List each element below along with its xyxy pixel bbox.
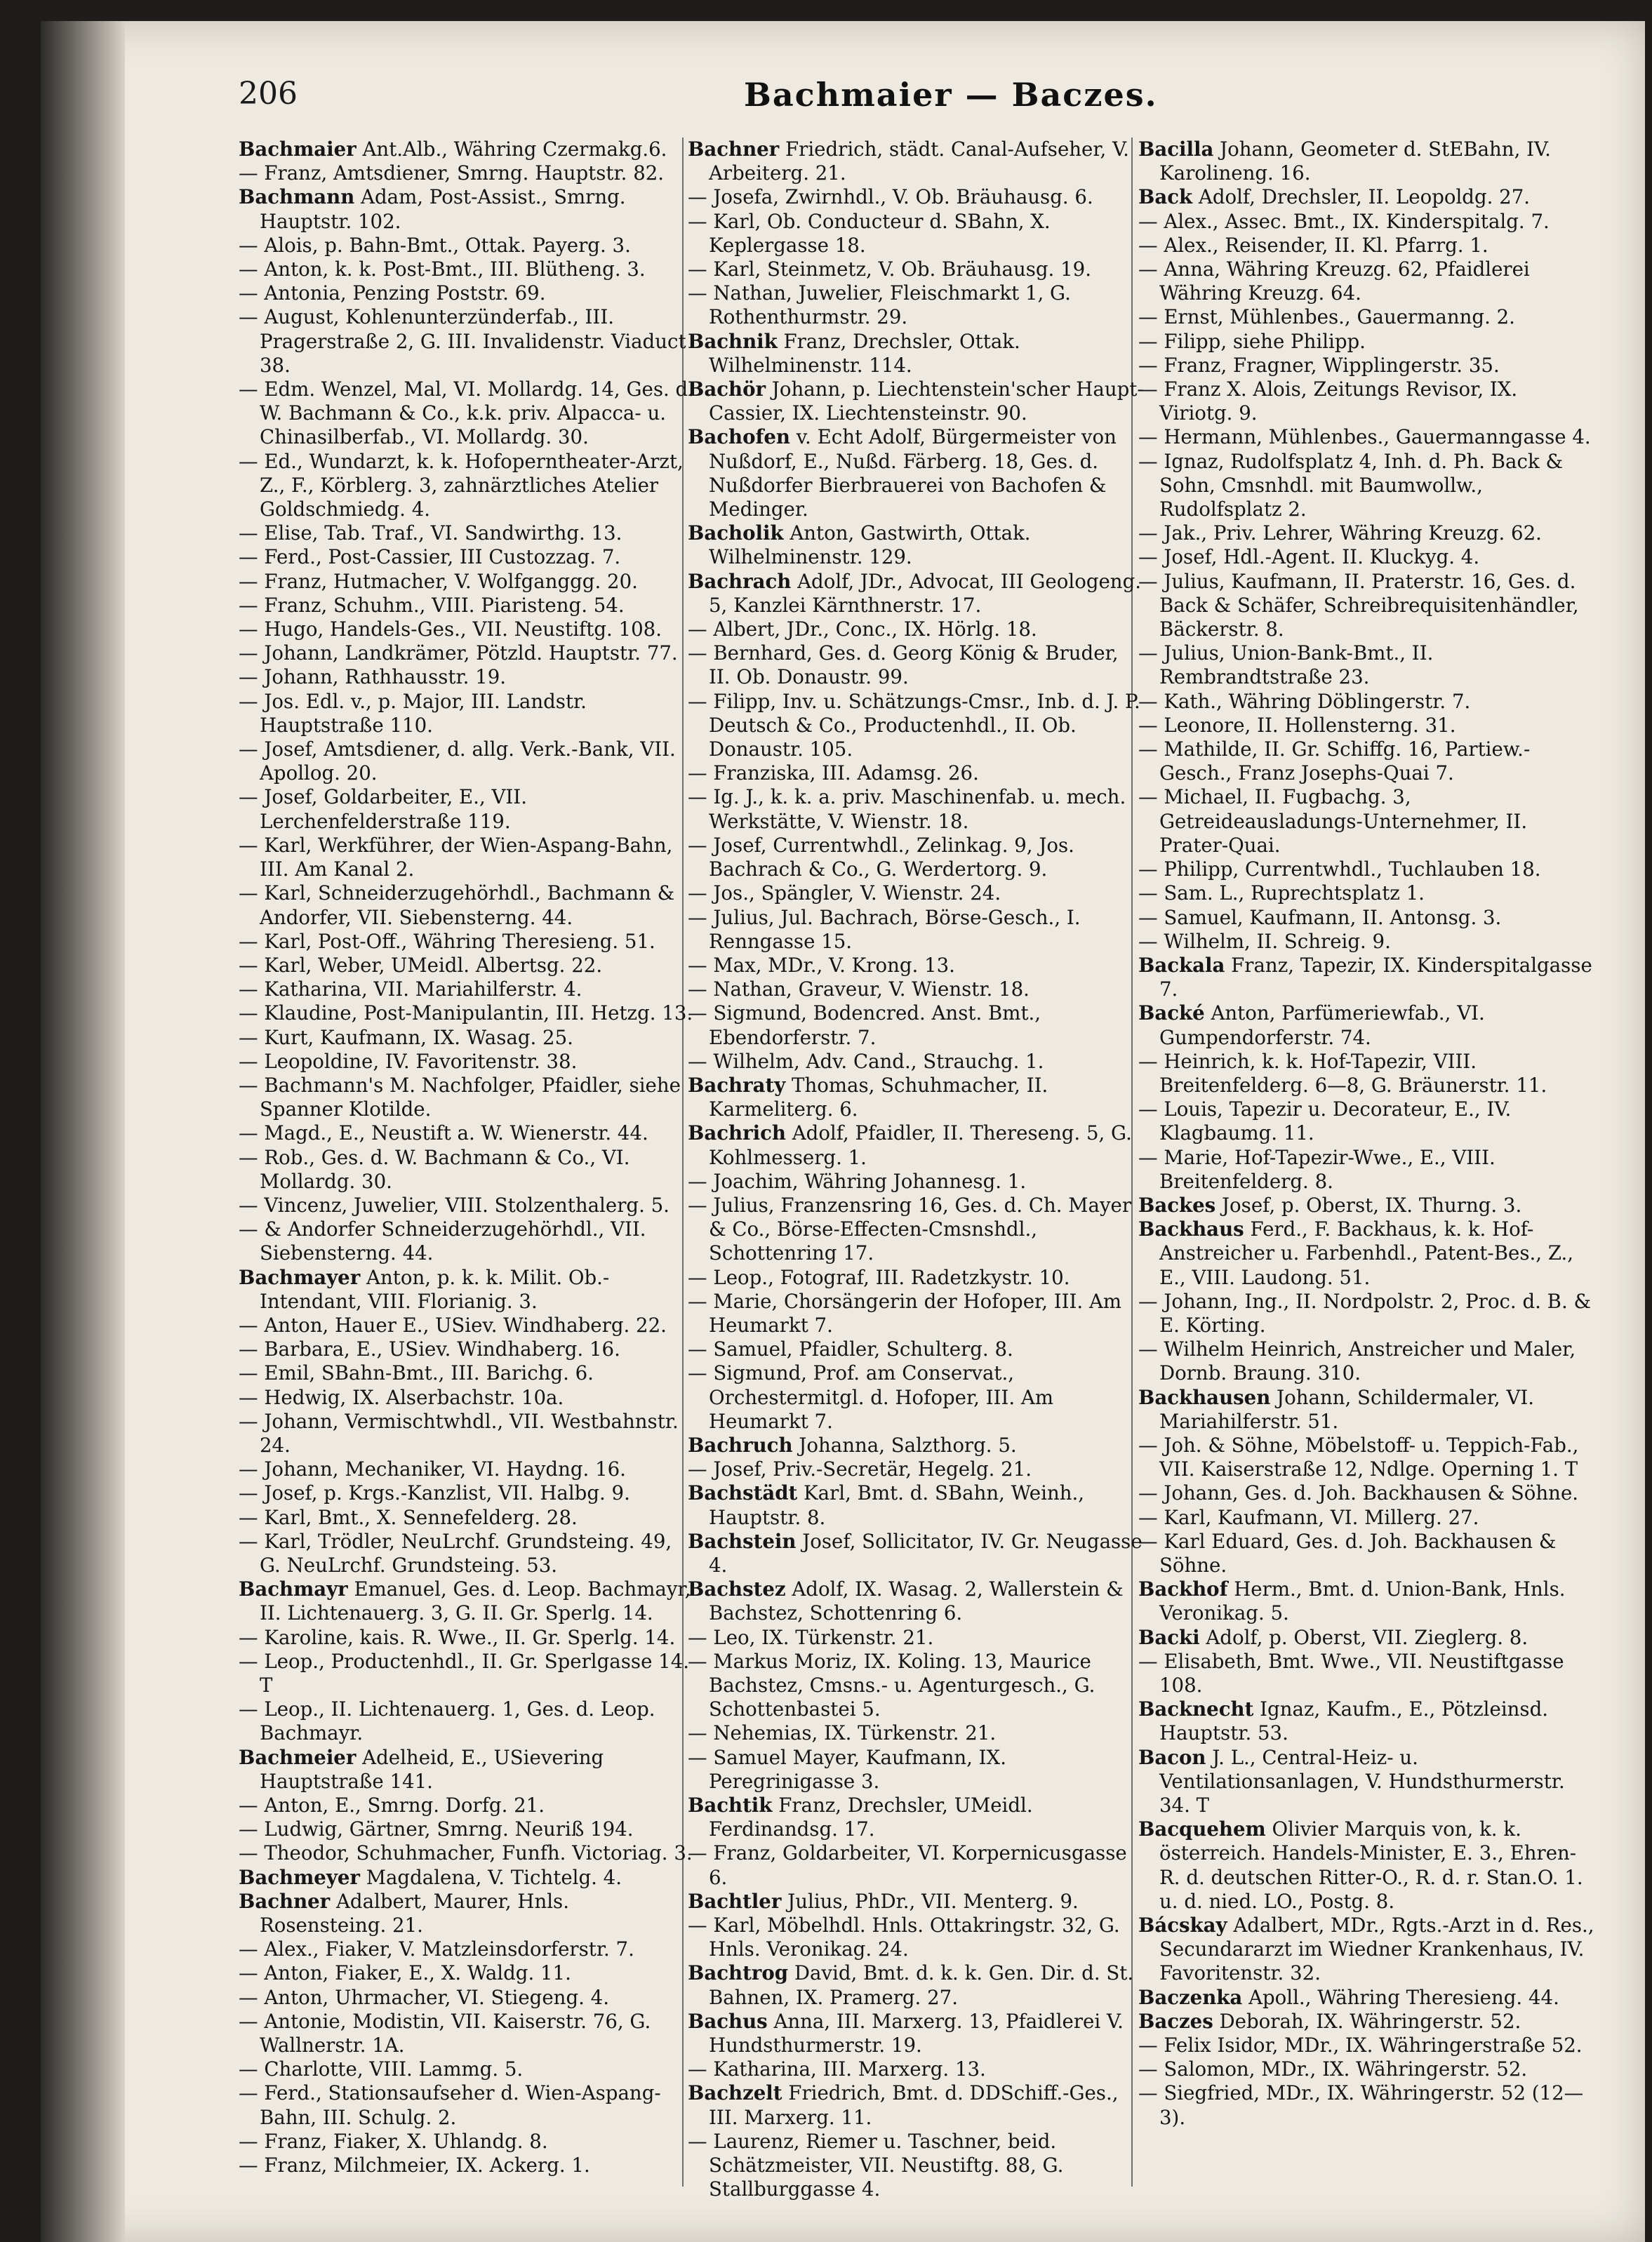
directory-entry: — Klaudine, Post-Manipulantin, III. Hetzg. 13. (239, 1001, 693, 1025)
directory-entry: — Josefa, Zwirnhdl., V. Ob. Bräuhausg. 6. (688, 185, 1093, 209)
directory-entry: Backala Franz, Tapezir, IX. Kinderspitalgasse 7. (1138, 953, 1592, 1001)
directory-entry: — Vincenz, Juwelier, VIII. Stolzenthalerg. 5. (239, 1193, 670, 1217)
directory-entry: — Philipp, Currentwhdl., Tuchlauben 18. (1138, 858, 1541, 881)
directory-entry: — Karl, Weber, UMeidl. Albertsg. 22. (239, 953, 603, 977)
directory-entry: — Laurenz, Riemer u. Taschner, beid. Schätzmeister, VII. Neustiftg. 88, G. Stallburggasse 4. (688, 2129, 1064, 2201)
directory-entry: — Leop., Fotograf, III. Radetzkystr. 10. (688, 1265, 1070, 1289)
directory-entry: — Anna, Währing Kreuzg. 62, Pfaidlerei Währing Kreuzg. 64. (1138, 258, 1530, 305)
directory-entry: — Karl, Werkführer, der Wien-Aspang-Bahn, III. Am Kanal 2. (239, 833, 673, 881)
directory-entry: Backhausen Johann, Schildermaler, VI. Mariahilferstr. 51. (1138, 1385, 1535, 1433)
directory-entry: — Katharina, VII. Mariahilferstr. 4. (239, 977, 582, 1001)
directory-entry: — Leopoldine, IV. Favoritenstr. 38. (239, 1049, 578, 1073)
directory-entry: — Katharina, III. Marxerg. 13. (688, 2057, 986, 2081)
directory-entry: — Felix Isidor, MDr., IX. Währingerstraße 52. (1138, 2034, 1583, 2057)
directory-entry: Baczes Deborah, IX. Währingerstr. 52. (1138, 2009, 1521, 2033)
directory-entry: — Sigmund, Bodencred. Anst. Bmt., Ebendorferstr. 7. (688, 1001, 1041, 1049)
directory-entry: Bachzelt Friedrich, Bmt. d. DDSchiff.-Ges., III. Marxerg. 11. (688, 2081, 1119, 2129)
directory-entry: — Ferd., Post-Cassier, III Custozzag. 7. (239, 545, 621, 569)
directory-entry: — Josef, Goldarbeiter, E., VII. Lerchenfelderstraße 119. (239, 785, 527, 833)
directory-entry: — Franz, Fragner, Wipplingerstr. 35. (1138, 353, 1500, 377)
directory-entry: Bácskay Adalbert, MDr., Rgts.-Arzt in d. Res., Secundararzt im Wiedner Krankenhaus, IV. Favoritenstr. 32. (1138, 1914, 1594, 1985)
directory-entry: — Barbara, E., USiev. Windhaberg. 16. (239, 1337, 620, 1361)
directory-entry: — Bernhard, Ges. d. Georg König & Bruder, II. Ob. Donaustr. 99. (688, 641, 1119, 689)
directory-entry: — Johann, Rathhausstr. 19. (239, 665, 507, 689)
directory-column-1 (239, 138, 696, 2215)
directory-entry: — Elisabeth, Bmt. Wwe., VII. Neustiftgasse 108. (1138, 1649, 1564, 1697)
directory-entry: Bachstädt Karl, Bmt. d. SBahn, Weinh., Hauptstr. 8. (688, 1481, 1085, 1529)
directory-entry: — Ferd., Stationsaufseher d. Wien-Aspang-Bahn, III. Schulg. 2. (239, 2081, 661, 2129)
directory-entry: Bachmann Adam, Post-Assist., Smrng. Hauptstr. 102. (239, 185, 626, 233)
directory-entry: — Ernst, Mühlenbes., Gauermanng. 2. (1138, 305, 1515, 329)
directory-entry: Bachmayr Emanuel, Ges. d. Leop. Bachmayr, II. Lichtenauerg. 3, G. II. Gr. Sperlg. 14. (239, 1577, 691, 1625)
directory-entry: — Karl, Ob. Conducteur d. SBahn, X. Keplergasse 18. (688, 209, 1051, 257)
directory-entry: — Wilhelm, Adv. Cand., Strauchg. 1. (688, 1049, 1044, 1073)
directory-entry: Bachus Anna, III. Marxerg. 13, Pfaidlerei V. Hundsthurmerstr. 19. (688, 2009, 1124, 2057)
directory-entry: Bacilla Johann, Geometer d. StEBahn, IV. Karolineng. 16. (1138, 138, 1551, 185)
directory-entry: — Anton, Hauer E., USiev. Windhaberg. 22. (239, 1313, 667, 1337)
directory-entry: — Franz, Fiaker, X. Uhlandg. 8. (239, 2129, 548, 2153)
directory-entry: Bachstez Adolf, IX. Wasag. 2, Wallerstein & Bachstez, Schottenring 6. (688, 1577, 1124, 1625)
directory-entry: — Johann, Mechaniker, VI. Haydng. 16. (239, 1457, 626, 1481)
directory-entry: — Siegfried, MDr., IX. Währingerstr. 52 (12—3). (1138, 2081, 1584, 2129)
directory-entry: Backes Josef, p. Oberst, IX. Thurng. 3. (1138, 1193, 1522, 1217)
directory-entry: — Rob., Ges. d. W. Bachmann & Co., VI. Mollardg. 30. (239, 1145, 630, 1193)
directory-entry: — Hermann, Mühlenbes., Gauermanngasse 4. (1138, 425, 1591, 449)
directory-entry: — Karl, Post-Off., Währing Theresieng. 51. (239, 929, 655, 953)
directory-entry: Bachner Adalbert, Maurer, Hnls. Rosensteing. 21. (239, 1889, 569, 1937)
directory-entry: — Franz, Hutmacher, V. Wolfganggg. 20. (239, 569, 638, 593)
directory-entry: — Wilhelm Heinrich, Anstreicher und Maler, Dornb. Braung. 310. (1138, 1337, 1576, 1385)
directory-entry: — August, Kohlenunterzünderfab., III. Pragerstraße 2, G. III. Invalidenstr. Viaduct 38. (239, 305, 686, 377)
directory-entry: — Leo, IX. Türkenstr. 21. (688, 1625, 934, 1649)
directory-entry: — Hugo, Handels-Ges., VII. Neustiftg. 108. (239, 618, 662, 641)
running-head: Bachmaier — Baczes. (744, 76, 1158, 114)
directory-entry: Bacquehem Olivier Marquis von, k. k. österreich. Handels-Minister, E. 3., Ehren-R. d. deutschen Ritter-O., R. d. r. Stan.O. 1. u. d. nied. LO., Postg. 8. (1138, 1817, 1583, 1913)
directory-entry: — Franziska, III. Adamsg. 26. (688, 761, 979, 785)
directory-entry: — Albert, JDr., Conc., IX. Hörlg. 18. (688, 618, 1037, 641)
directory-entry: Bachtler Julius, PhDr., VII. Menterg. 9. (688, 1889, 1079, 1913)
directory-entry: — Anton, E., Smrng. Dorfg. 21. (239, 1794, 545, 1817)
directory-entry: — Markus Moriz, IX. Koling. 13, Maurice Bachstez, Cmsns.- u. Agenturgesch., G. Schottenbastei 5. (688, 1649, 1095, 1721)
directory-entry: — Mathilde, II. Gr. Schiffg. 16, Partiew.-Gesch., Franz Josephs-Quai 7. (1138, 738, 1531, 785)
directory-entry: — Johann, Vermischtwhdl., VII. Westbahnstr. 24. (239, 1409, 679, 1457)
directory-entry: — Filipp, siehe Philipp. (1138, 329, 1366, 353)
directory-entry: — Franz, Milchmeier, IX. Ackerg. 1. (239, 2154, 590, 2177)
directory-entry: — Julius, Union-Bank-Bmt., II. Rembrandtstraße 23. (1138, 641, 1434, 689)
directory-entry: — Wilhelm, II. Schreig. 9. (1138, 929, 1391, 953)
directory-entry: Bachstein Josef, Sollicitator, IV. Gr. Neugasse 4. (688, 1529, 1143, 1577)
directory-entry: — Antonia, Penzing Poststr. 69. (239, 281, 546, 305)
directory-entry: — Kurt, Kaufmann, IX. Wasag. 25. (239, 1025, 573, 1049)
directory-entry: — Ludwig, Gärtner, Smrng. Neuriß 194. (239, 1817, 634, 1841)
directory-entry: Bachmayer Anton, p. k. k. Milit. Ob.-Intendant, VIII. Florianig. 3. (239, 1265, 610, 1313)
page-header (239, 76, 1572, 125)
directory-entry: — Nathan, Graveur, V. Wienstr. 18. (688, 977, 1030, 1001)
directory-entry: — Sigmund, Prof. am Conservat., Orchestermitgl. d. Hofoper, III. Am Heumarkt 7. (688, 1361, 1053, 1433)
directory-entry: — Jos. Edl. v., p. Major, III. Landstr. Hauptstraße 110. (239, 689, 587, 737)
directory-entry: — Charlotte, VIII. Lammg. 5. (239, 2057, 524, 2081)
directory-entry: Backé Anton, Parfümeriewfab., VI. Gumpendorferstr. 74. (1138, 1001, 1485, 1049)
directory-entry: — Elise, Tab. Traf., VI. Sandwirthg. 13. (239, 521, 622, 545)
directory-entry: — Julius, Jul. Bachrach, Börse-Gesch., I. Renngasse 15. (688, 905, 1081, 953)
directory-entry: — Anton, Uhrmacher, VI. Stiegeng. 4. (239, 1985, 609, 2009)
directory-entry: — Ignaz, Rudolfsplatz 4, Inh. d. Ph. Back & Sohn, Cmsnhdl. mit Baumwollw., Rudolfsplatz 2. (1138, 449, 1564, 521)
directory-entry: — Karl, Trödler, NeuLrchf. Grundsteing. 49, G. NeuLrchf. Grundsteing. 53. (239, 1529, 672, 1577)
directory-entry: — Julius, Kaufmann, II. Praterstr. 16, Ges. d. Back & Schäfer, Schreibrequisitenhändler, Bäckerstr. 8. (1138, 569, 1579, 641)
directory-entry: — Franz X. Alois, Zeitungs Revisor, IX. Viriotg. 9. (1138, 378, 1518, 425)
directory-entry: — Samuel, Pfaidler, Schulterg. 8. (688, 1337, 1013, 1361)
directory-entry: — Julius, Franzensring 16, Ges. d. Ch. Mayer & Co., Börse-Effecten-Cmsnshdl., Schottenring 17. (688, 1193, 1132, 1265)
directory-entry: Back Adolf, Drechsler, II. Leopoldg. 27. (1138, 185, 1531, 209)
directory-entry: — Josef, Hdl.-Agent. II. Kluckyg. 4. (1138, 545, 1480, 569)
directory-entry: — Josef, Amtsdiener, d. allg. Verk.-Bank, VII. Apollog. 20. (239, 738, 676, 785)
directory-entry: — Karoline, kais. R. Wwe., II. Gr. Sperlg. 14. (239, 1625, 676, 1649)
directory-entry: — Karl, Kaufmann, VI. Millerg. 27. (1138, 1505, 1479, 1529)
directory-entry: Backhof Herm., Bmt. d. Union-Bank, Hnls. Veronikag. 5. (1138, 1577, 1566, 1625)
directory-entry: — Edm. Wenzel, Mal, VI. Mollardg. 14, Ges. d. W. Bachmann & Co., k.k. priv. Alpacca- u. Chinasilberfab., VI. Mollardg. 30. (239, 378, 694, 449)
directory-entry: — Leonore, II. Hollensterng. 31. (1138, 713, 1456, 737)
directory-entry: — Leop., II. Lichtenauerg. 1, Ges. d. Leop. Bachmayr. (239, 1697, 655, 1745)
directory-entry: Bachrich Adolf, Pfaidler, II. Thereseng. 5, G. Kohlmesserg. 1. (688, 1121, 1132, 1169)
directory-entry: Bachraty Thomas, Schuhmacher, II. Karmeliterg. 6. (688, 1073, 1048, 1121)
directory-entry: Bachmeier Adelheid, E., USievering Hauptstraße 141. (239, 1745, 604, 1793)
directory-entry: — Franz, Amtsdiener, Smrng. Hauptstr. 82. (239, 161, 665, 185)
directory-entry: — Jos., Spängler, V. Wienstr. 24. (688, 881, 1001, 905)
directory-entry: — Nehemias, IX. Türkenstr. 21. (688, 1721, 997, 1745)
directory-entry: — Marie, Chorsängerin der Hofoper, III. Am Heumarkt 7. (688, 1289, 1122, 1337)
directory-entry: — Antonie, Modistin, VII. Kaiserstr. 76, G. Wallnerstr. 1A. (239, 2009, 651, 2057)
directory-entry: — Michael, II. Fugbachg. 3, Getreideausladungs-Unternehmer, II. Prater-Quai. (1138, 785, 1528, 857)
directory-entry: — Emil, SBahn-Bmt., III. Barichg. 6. (239, 1361, 594, 1385)
directory-entry: Backnecht Ignaz, Kaufm., E., Pötzleinsd. Hauptstr. 53. (1138, 1697, 1549, 1745)
directory-entry: — Johann, Ges. d. Joh. Backhausen & Söhne. (1138, 1481, 1579, 1505)
directory-entry: Baczenka Apoll., Währing Theresieng. 44. (1138, 1985, 1559, 2009)
directory-entry: Bachmaier Ant.Alb., Währing Czermakg.6. (239, 138, 667, 161)
directory-entry: — Ed., Wundarzt, k. k. Hofoperntheater-Arzt, Z., F., Körblerg. 3, zahnärztliches Atelier Goldschmiedg. 4. (239, 449, 684, 521)
directory-entry: Bachruch Johanna, Salzthorg. 5. (688, 1433, 1017, 1457)
directory-entry: — Karl Eduard, Ges. d. Joh. Backhausen & Söhne. (1138, 1529, 1557, 1577)
directory-entry: Backhaus Ferd., F. Backhaus, k. k. Hof-Anstreicher u. Farbenhdl., Patent-Bes., Z., E., VIII. Laudong. 51. (1138, 1217, 1574, 1289)
directory-entry: Bachtik Franz, Drechsler, UMeidl. Ferdinandsg. 17. (688, 1794, 1033, 1841)
directory-entry: — Alex., Fiaker, V. Matzleinsdorferstr. 7. (239, 1937, 634, 1961)
directory-entry: — Louis, Tapezir u. Decorateur, E., IV. Klagbaumg. 11. (1138, 1097, 1512, 1145)
directory-entry: — Leop., Productenhdl., II. Gr. Sperlgasse 14. T (239, 1649, 690, 1697)
directory-entry: — Sam. L., Ruprechtsplatz 1. (1138, 881, 1425, 905)
directory-entry: — Joachim, Währing Johannesg. 1. (688, 1169, 1027, 1193)
directory-entry: — Samuel, Kaufmann, II. Antonsg. 3. (1138, 905, 1502, 929)
directory-entry: — Joh. & Söhne, Möbelstoff- u. Teppich-Fab., VII. Kaiserstraße 12, Ndlge. Operning 1. T (1138, 1433, 1579, 1481)
directory-entry: — Max, MDr., V. Krong. 13. (688, 953, 955, 977)
directory-entry: Bachtrog David, Bmt. d. k. k. Gen. Dir. d. St. Bahnen, IX. Pramerg. 27. (688, 1961, 1134, 2009)
directory-entry: — Heinrich, k. k. Hof-Tapezir, VIII. Breitenfelderg. 6—8, G. Bräunerstr. 11. (1138, 1049, 1547, 1097)
book-gutter (41, 21, 125, 2242)
directory-entry: — Nathan, Juwelier, Fleischmarkt 1, G. Rothenthurmstr. 29. (688, 281, 1071, 329)
directory-entry: — Kath., Währing Döblingerstr. 7. (1138, 689, 1471, 713)
directory-entry: Bachör Johann, p. Liechtenstein'scher Haupt-Cassier, IX. Liechtensteinstr. 90. (688, 378, 1144, 425)
directory-entry: — Josef, Priv.-Secretär, Hegelg. 21. (688, 1457, 1032, 1481)
directory-entry: Bachner Friedrich, städt. Canal-Aufseher, V. Arbeiterg. 21. (688, 138, 1129, 185)
directory-entry: — Karl, Schneiderzugehörhdl., Bachmann & Andorfer, VII. Siebensterng. 44. (239, 881, 675, 929)
directory-entry: — Jak., Priv. Lehrer, Währing Kreuzg. 62. (1138, 521, 1542, 545)
directory-entry: — Johann, Landkrämer, Pötzld. Hauptstr. 77. (239, 641, 678, 665)
directory-entry: — Karl, Bmt., X. Sennefelderg. 28. (239, 1505, 578, 1529)
directory-entry: — & Andorfer Schneiderzugehörhdl., VII. Siebensterng. 44. (239, 1217, 646, 1265)
directory-entry: Bachmeyer Magdalena, V. Tichtelg. 4. (239, 1865, 622, 1889)
page-number: 206 (239, 76, 298, 112)
directory-entry: — Alex., Assec. Bmt., IX. Kinderspitalg. 7. (1138, 209, 1550, 233)
directory-entry: — Alex., Reisender, II. Kl. Pfarrg. 1. (1138, 233, 1488, 257)
directory-entry: — Hedwig, IX. Alserbachstr. 10a. (239, 1385, 564, 1409)
directory-entry: Bacon J. L., Central-Heiz- u. Ventilationsanlagen, V. Hundsthurmerstr. 34. T (1138, 1745, 1565, 1817)
directory-entry: — Filipp, Inv. u. Schätzungs-Cmsr., Inb. d. J. P. Deutsch & Co., Productenhdl., II. Ob. Donaustr. 105. (688, 689, 1140, 761)
directory-entry: — Franz, Goldarbeiter, VI. Korpernicusgasse 6. (688, 1841, 1127, 1889)
directory-entry: — Ig. J., k. k. a. priv. Maschinenfab. u. mech. Werkstätte, V. Wienstr. 18. (688, 785, 1126, 833)
directory-column-2 (688, 138, 1145, 2215)
directory-entry: Bachnik Franz, Drechsler, Ottak. Wilhelminenstr. 114. (688, 329, 1020, 377)
directory-entry: — Franz, Schuhm., VIII. Piaristeng. 54. (239, 593, 625, 617)
directory-entry: Bachofen v. Echt Adolf, Bürgermeister von Nußdorf, E., Nußd. Färberg. 18, Ges. d. Nußdorfer Bierbrauerei von Bachofen & Medinger. (688, 425, 1117, 521)
directory-entry: — Samuel Mayer, Kaufmann, IX. Peregrinigasse 3. (688, 1745, 1006, 1793)
directory-entry: — Anton, Fiaker, E., X. Waldg. 11. (239, 1961, 571, 1985)
directory-entry: — Josef, Currentwhdl., Zelinkag. 9, Jos. Bachrach & Co., G. Werdertorg. 9. (688, 833, 1074, 881)
directory-entry: — Johann, Ing., II. Nordpolstr. 2, Proc. d. B. & E. Körting. (1138, 1289, 1592, 1337)
directory-entry: — Marie, Hof-Tapezir-Wwe., E., VIII. Breitenfelderg. 8. (1138, 1145, 1496, 1193)
directory-entry: Bachrach Adolf, JDr., Advocat, III Geologeng. 5, Kanzlei Kärnthnerstr. 17. (688, 569, 1142, 617)
directory-entry: — Karl, Möbelhdl. Hnls. Ottakringstr. 32, G. Hnls. Veronikag. 24. (688, 1914, 1120, 1961)
directory-entry: — Alois, p. Bahn-Bmt., Ottak. Payerg. 3. (239, 233, 631, 257)
directory-entry: Bacholik Anton, Gastwirth, Ottak. Wilhelminenstr. 129. (688, 521, 1031, 569)
directory-entry: Backi Adolf, p. Oberst, VII. Zieglerg. 8. (1138, 1625, 1528, 1649)
directory-entry: — Anton, k. k. Post-Bmt., III. Blütheng. 3. (239, 258, 646, 281)
directory-column-3 (1138, 138, 1596, 2215)
directory-entry: — Salomon, MDr., IX. Währingerstr. 52. (1138, 2057, 1528, 2081)
directory-entry: — Theodor, Schuhmacher, Funfh. Victoriag. 3. (239, 1841, 693, 1865)
directory-entry: — Magd., E., Neustift a. W. Wienerstr. 44. (239, 1121, 648, 1145)
directory-entry: — Bachmann's M. Nachfolger, Pfaidler, siehe Spanner Klotilde. (239, 1073, 681, 1121)
directory-entry: — Josef, p. Krgs.-Kanzlist, VII. Halbg. 9. (239, 1481, 630, 1505)
directory-entry: — Karl, Steinmetz, V. Ob. Bräuhausg. 19. (688, 258, 1091, 281)
